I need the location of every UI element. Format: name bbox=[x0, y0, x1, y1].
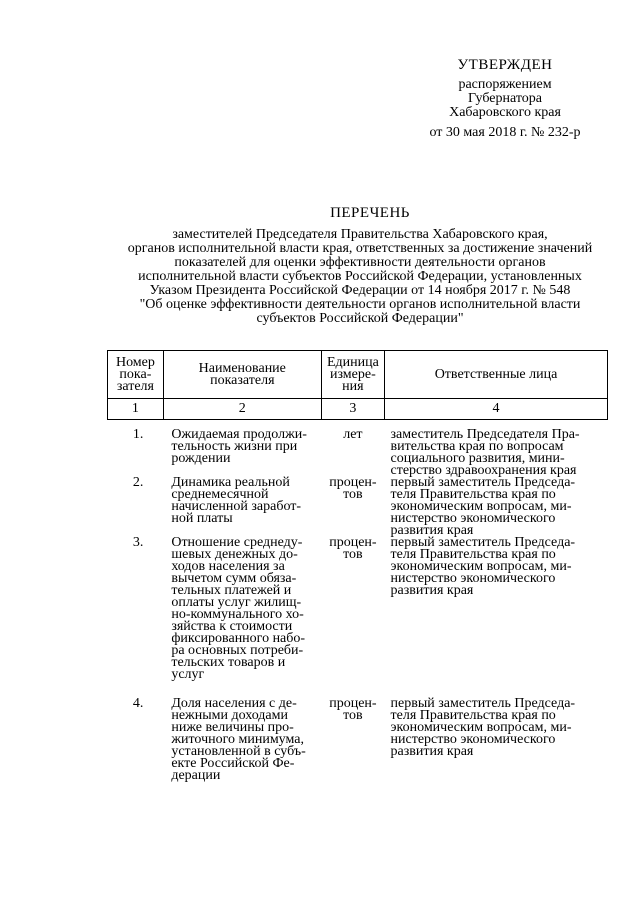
responsible-persons: первый заместитель Председа- теля Правительства края по экономическим вопросам, ми- нистерство экономического развития края bbox=[390, 696, 576, 759]
approval-line: распоряжением bbox=[458, 77, 552, 92]
table-row bbox=[108, 537, 608, 698]
row-number: 2. bbox=[132, 475, 144, 490]
row-number: 3. bbox=[132, 535, 144, 550]
column-number: 3 bbox=[321, 399, 384, 420]
approval-line: Губернатора bbox=[467, 91, 543, 106]
header-unit: Единица измере- ния bbox=[321, 351, 384, 399]
header-name: Наименование показателя bbox=[163, 351, 321, 399]
row-number: 1. bbox=[132, 427, 144, 442]
row-number: 4. bbox=[132, 696, 144, 711]
responsible-persons: первый заместитель Председа- теля Правительства края по экономическим вопросам, ми- нистерство экономического развития края bbox=[390, 475, 576, 538]
responsible-persons: заместитель Председателя Пра- вительства края по вопросам социального развития, мини- стерство здравоохранения края bbox=[390, 427, 580, 478]
column-number: 1 bbox=[108, 399, 164, 420]
responsible-persons: первый заместитель Председа- теля Правительства края по экономическим вопросам, ми- нистерство экономического развития края bbox=[390, 535, 576, 598]
column-number: 2 bbox=[163, 399, 321, 420]
intro-line: заместителей Председателя Правительства Хабаровского края, bbox=[172, 227, 548, 242]
header-responsible: Ответственные лица bbox=[385, 351, 608, 399]
intro-line: Указом Президента Российской Федерации от 14 ноября 2017 г. № 548 bbox=[149, 283, 571, 298]
indicator-name: Отношение среднеду- шевых денежных до- ходов населения за вычетом сумм обяза- тельных платежей и оплаты услуг жилищ- но-коммунального хо- зяйства к стоимости фиксированного набо- ра основных потреби- тельских товаров и услуг bbox=[171, 535, 306, 682]
table-header-row bbox=[108, 351, 608, 399]
indicator-unit: процен- тов bbox=[329, 696, 377, 723]
intro-line: исполнительной власти субъектов Российской Федерации, установленных bbox=[138, 269, 582, 284]
table-row bbox=[108, 477, 608, 537]
intro-line: субъектов Российской Федерации" bbox=[256, 311, 464, 326]
indicator-name: Динамика реальной среднемесячной начисленной заработ- ной платы bbox=[171, 475, 302, 526]
table-row bbox=[108, 698, 608, 782]
indicator-unit: лет bbox=[343, 427, 363, 442]
header-number: Номер пока- зателя bbox=[108, 351, 164, 399]
intro-line: "Об оценке эффективности деятельности органов исполнительной власти bbox=[139, 297, 581, 312]
column-number-row bbox=[108, 399, 608, 420]
table-row bbox=[108, 420, 608, 478]
approval-stamp: УТВЕРЖДЕН bbox=[457, 57, 553, 73]
intro-line: показателей для оценки эффективности деятельности органов bbox=[174, 255, 546, 270]
indicator-name: Доля населения с де- нежными доходами ниже величины про- житочного минимума, установленной в субъ- екте Российской Фе- дерации bbox=[171, 696, 306, 783]
document-heading: ПЕРЕЧЕНЬ bbox=[330, 205, 410, 221]
approval-date: от 30 мая 2018 г. № 232-р bbox=[429, 125, 581, 140]
intro-line: органов исполнительной власти края, ответственных за достижение значений bbox=[127, 241, 593, 256]
indicators-table bbox=[107, 350, 608, 782]
approval-line: Хабаровского края bbox=[449, 105, 561, 120]
indicator-unit: процен- тов bbox=[329, 475, 377, 502]
column-number: 4 bbox=[385, 399, 608, 420]
indicator-unit: процен- тов bbox=[329, 535, 377, 562]
document-intro bbox=[100, 228, 620, 326]
indicator-name: Ожидаемая продолжи- тельность жизни при рождении bbox=[171, 427, 307, 466]
approval-block bbox=[415, 58, 595, 140]
